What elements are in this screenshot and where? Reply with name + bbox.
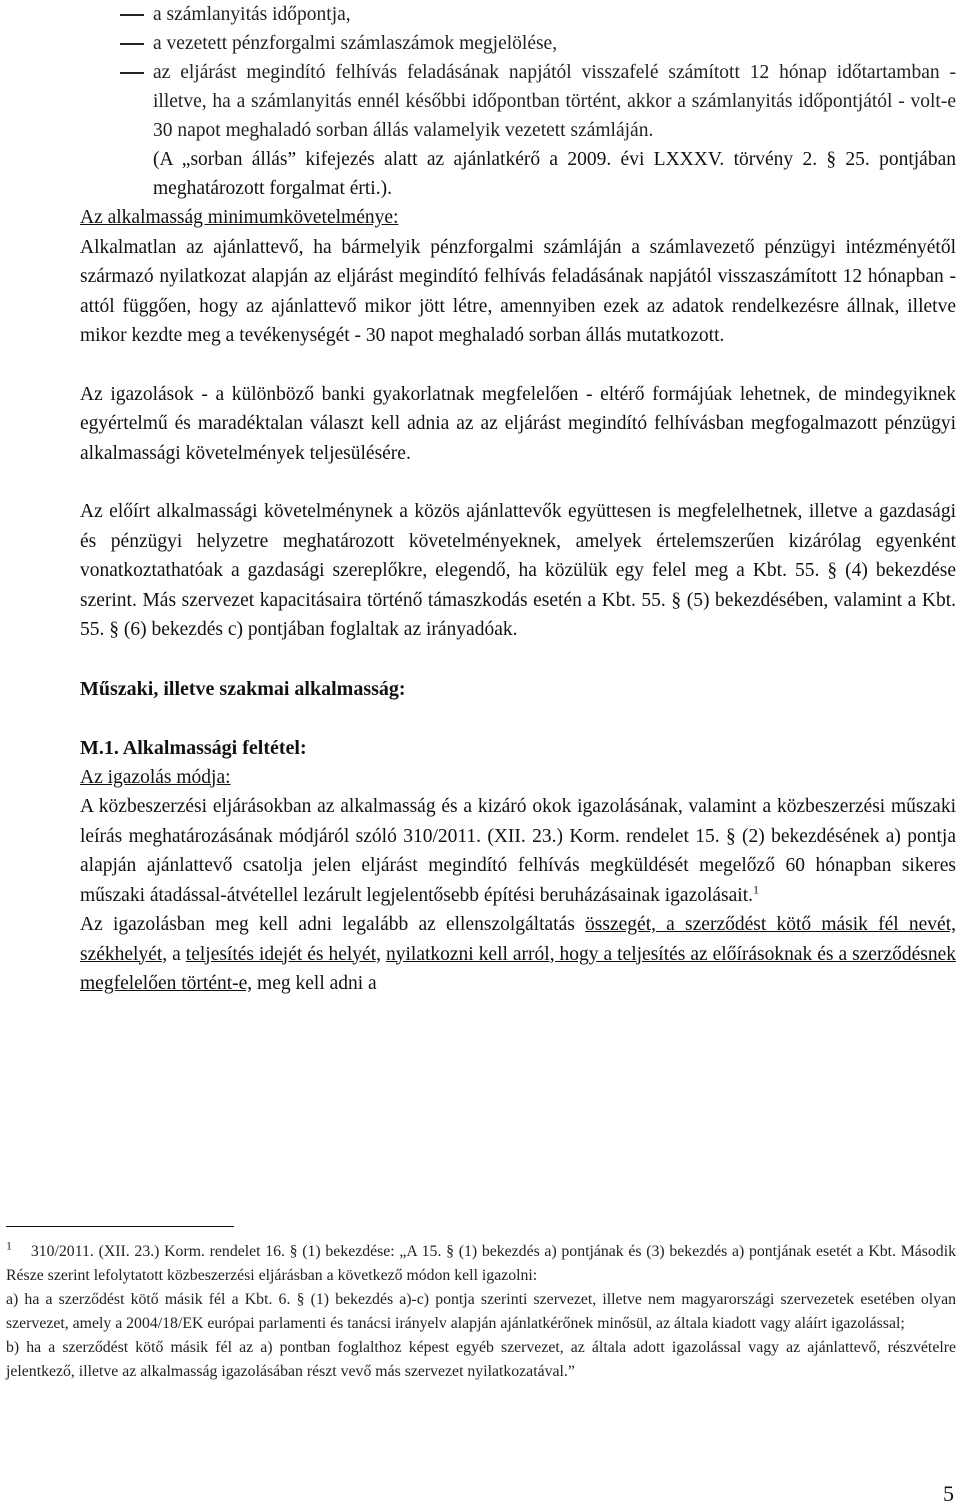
proof-method-label: Az igazolás módja: [80,766,231,788]
list-item: az eljárást megindító felhívás feladásának napjától visszafelé számított 12 hónap időtartamban - illetve, ha a számlanyitás ennél későbbi időpontban történt, akkor a számlanyitás időpontjától - volt-e 30 napot meghaladó sorban állás valamelyik vezetett számláján. [80,58,956,145]
proof-details-text: Az igazolásban meg kell adni legalább az ellenszolgáltatás összegét, a szerződést kötő másik fél nevét, székhelyét, a teljesítés idejét és helyét, nyilatkozni kell arról, hogy a teljesítés az előírásoknak és a szerződésnek megfelelően történt-e, meg kell adni a [80,914,957,994]
document-page [80,0,956,999]
footnote-line: $^1$ 310/2011. (XII. 23.) Korm. rendelet 16. § (1) bekezdése: „A 15. § (1) bekezdés a) pontjának és (3) bekezdés a) pontjának esetét a Kbt. Második Része szerint lefolytatott közbeszerzési eljárásban a következő módon kell igazolni: [6,1238,956,1284]
requirement-list [80,0,956,145]
footnote-block [6,1240,956,1384]
list-item: a vezetett pénzforgalmi számlaszámok megjelölése, [80,29,956,58]
min-requirement-label: Az alkalmasság minimumkövetelménye: [80,207,399,228]
list-item: a számlanyitás időpontja, [80,0,956,29]
section-heading-technical: Műszaki, illetve szakmai alkalmasság: [80,677,406,700]
section-heading-m1: M.1. Alkalmassági feltétel: [80,736,307,759]
footnote-divider [6,1226,234,1227]
bullet-note: (A „sorban állás” kifejezés alatt az ajánlatkérő a 2009. évi LXXXV. törvény 2. § 25. pontjában meghatározott forgalmat érti.). [153,149,956,199]
certifications-paragraph: Az igazolások - a különböző banki gyakorlatnak megfelelően - eltérő formájúak lehetnek, de mindegyiknek egyértelmű és maradéktalan választ kell adnia az az eljárást megindító felhívásban megfogalmazott pénzügyi alkalmassági követelmények teljesülésére. [80,383,956,464]
footnote-number: 1 [6,1238,12,1253]
joint-bidders-paragraph: Az előírt alkalmassági követelménynek a közös ajánlattevők együttesen is megfelelhetnek, illetve a gazdasági és pénzügyi helyzetre meghatározott követelményeknek, amelyek értelemszerűen kizárólag egyenként vonatkoztathatóak a gazdasági szereplőkre, elegendő, ha közülük egy felel meg a Kbt. 55. § (4) bekezdése szerint. Más szervezet kapacitásaira történő támaszkodás esetén a Kbt. 55. § (5) bekezdésében, valamint a Kbt. 55. § (6) bekezdés c) pontjában foglaltak az irányadóak. [80,501,956,640]
dash-bullet-icon [120,43,144,45]
footnote-reference[interactable]: 1 [753,882,759,896]
proof-method-text: A közbeszerzési eljárásokban az alkalmasság és a kizáró okok igazolásának, valamint a közbeszerzési műszaki leírás meghatározásának módjáról szóló 310/2011. (XII. 23.) Korm. rendelet 15. § (2) bekezdésének a) pontja alapján ajánlattevő csatolja jelen eljárást megindító felhívás megküldését megelőző 60 hónapban sikeres műszaki átadással-átvétellel lezárult legjelentősebb építési beruházásainak igazolásait.$^1$ [80,796,956,906]
page-number: 5 [943,1481,954,1506]
dash-bullet-icon [120,14,144,16]
footnote-line: b) ha a szerződést kötő másik fél az a) pontban foglalthoz képest egyéb szervezet, az általa adott igazolással vagy az ajánlattevő, részvételre jelentkező, illetve az alkalmasság igazolásában részt vevő más szervezet nyilatkozatával.” [6,1339,956,1380]
footnote-line: a) ha a szerződést kötő másik fél a Kbt. 6. § (1) bekezdés a)-c) pontja szerinti szervezet, illetve nem magyarországi szervezetek esetében olyan szervezet, amely a 2004/18/EK európai parlamenti és tanácsi irányelv alapján ajánlatkérőnek minősül, az általa kiadott vagy aláírt igazolással; [6,1291,956,1332]
dash-bullet-icon [120,72,144,74]
min-requirement-text: Alkalmatlan az ajánlattevő, ha bármelyik pénzforgalmi számláján a számlavezető pénzügyi intézményétől származó nyilatkozat alapján az eljárást megindító felhívás feladásának napjától visszaszámított 12 hónapban - attól függően, hogy az ajánlattevő mikor jött létre, amennyiben ezek az adatok rendelkezésre állnak, illetve mikor kezdte meg a tevékenységét - 30 napot meghaladó sorban állás mutatkozott. [80,236,956,346]
